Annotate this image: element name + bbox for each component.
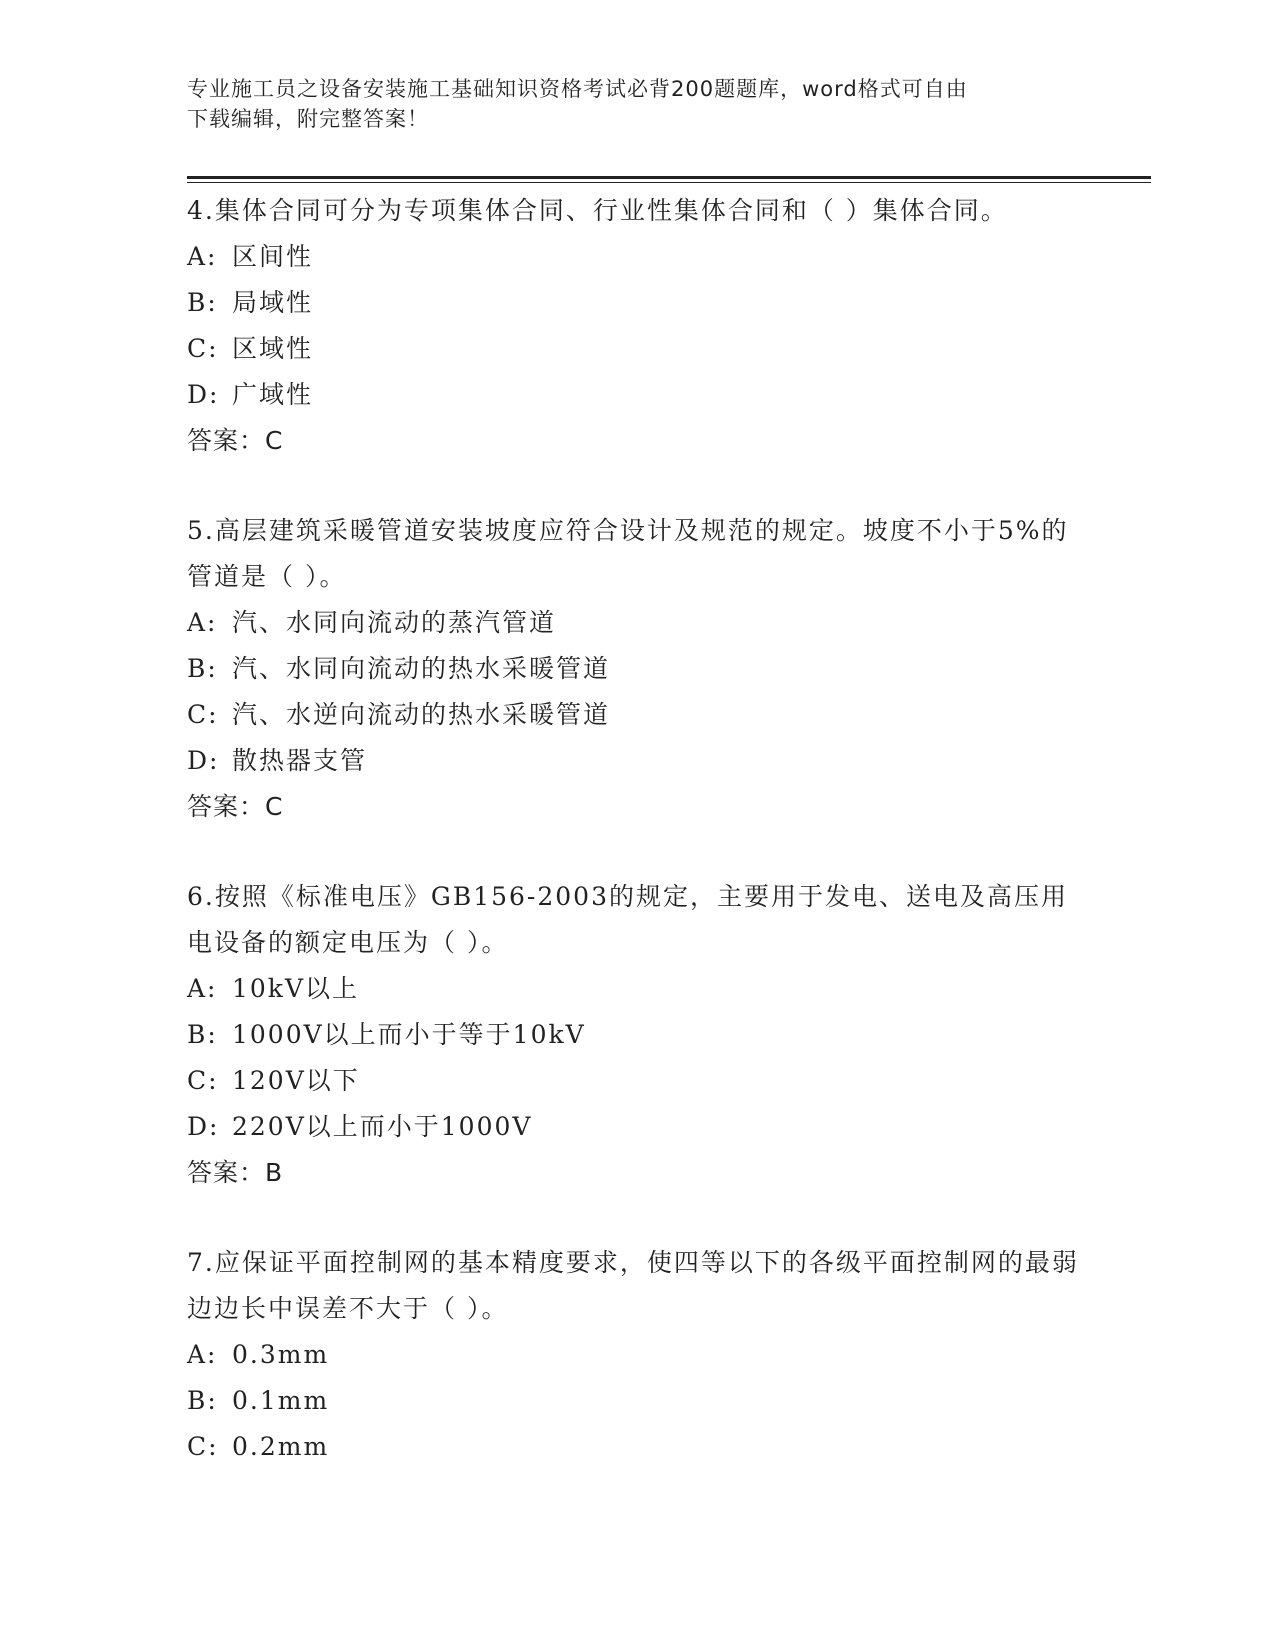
- answer-value: C: [265, 426, 284, 455]
- option-c: [187, 1424, 1087, 1470]
- option-a: [187, 1332, 1087, 1378]
- question-stem: 6.按照《标准电压》GB156-2003的规定，主要用于发电、送电及高压用电设备的额定电压为（ ）。: [187, 882, 1068, 957]
- option-letter: A:: [187, 242, 218, 271]
- question-stem: 7.应保证平面控制网的基本精度要求，使四等以下的各级平面控制网的最弱边边长中误差不大于（ ）。: [187, 1248, 1079, 1323]
- option-a: [187, 600, 1087, 646]
- option-text: 汽、水同向流动的蒸汽管道: [232, 608, 557, 637]
- option-d: [187, 1104, 1087, 1150]
- option-c: [187, 692, 1087, 738]
- option-text: 10kV以上: [232, 974, 360, 1003]
- option-a: [187, 234, 1087, 280]
- option-c: [187, 326, 1087, 372]
- answer-line: [187, 784, 1087, 830]
- question-4: [187, 188, 1087, 464]
- option-text: 广域性: [232, 380, 314, 409]
- question-list: [187, 188, 1087, 1470]
- option-b: [187, 1378, 1087, 1424]
- header-line-1: 专业施工员之设备安装施工基础知识资格考试必背200题题库，word格式可自由: [187, 77, 968, 101]
- option-b: [187, 646, 1087, 692]
- answer-label: 答案：: [187, 1158, 266, 1187]
- option-letter: C:: [187, 334, 219, 363]
- option-text: 汽、水同向流动的热水采暖管道: [232, 654, 611, 683]
- question-6: [187, 874, 1087, 1196]
- option-text: 0.2mm: [232, 1432, 330, 1461]
- option-d: [187, 738, 1087, 784]
- option-text: 0.1mm: [232, 1386, 330, 1415]
- question-5: [187, 508, 1087, 830]
- option-text: 局域性: [232, 288, 314, 317]
- answer-value: B: [265, 1158, 284, 1187]
- option-text: 散热器支管: [232, 746, 368, 775]
- answer-label: 答案：: [187, 792, 266, 821]
- option-text: 区间性: [232, 242, 314, 271]
- option-letter: D:: [187, 380, 220, 409]
- option-text: 0.3mm: [232, 1340, 330, 1369]
- header-line-2: 下载编辑，附完整答案！: [187, 107, 429, 131]
- option-letter: D:: [187, 746, 220, 775]
- option-letter: C:: [187, 1432, 219, 1461]
- option-text: 1000V以上而小于等于10kV: [232, 1020, 586, 1049]
- option-a: [187, 966, 1087, 1012]
- option-letter: B:: [187, 1020, 218, 1049]
- answer-line: [187, 1150, 1087, 1196]
- option-c: [187, 1058, 1087, 1104]
- option-text: 汽、水逆向流动的热水采暖管道: [232, 700, 611, 729]
- option-letter: C:: [187, 700, 219, 729]
- option-letter: D:: [187, 1112, 220, 1141]
- option-b: [187, 1012, 1087, 1058]
- option-letter: B:: [187, 1386, 218, 1415]
- option-letter: B:: [187, 654, 218, 683]
- question-stem: 4.集体合同可分为专项集体合同、行业性集体合同和（ ）集体合同。: [187, 196, 1008, 225]
- document-header: [187, 74, 1067, 134]
- option-letter: C:: [187, 1066, 219, 1095]
- answer-line: [187, 418, 1087, 464]
- option-letter: B:: [187, 288, 218, 317]
- option-text: 120V以下: [232, 1066, 360, 1095]
- option-letter: A:: [187, 974, 218, 1003]
- option-text: 220V以上而小于1000V: [232, 1112, 533, 1141]
- option-b: [187, 280, 1087, 326]
- question-7: [187, 1240, 1087, 1470]
- option-letter: A:: [187, 608, 218, 637]
- header-divider-thin: [187, 182, 1151, 183]
- header-divider-thick: [187, 176, 1151, 179]
- question-stem: 5.高层建筑采暖管道安装坡度应符合设计及规范的规定。坡度不小于5%的管道是（ ）。: [187, 516, 1069, 591]
- answer-value: C: [265, 792, 284, 821]
- option-text: 区域性: [232, 334, 314, 363]
- option-d: [187, 372, 1087, 418]
- option-letter: A:: [187, 1340, 218, 1369]
- answer-label: 答案：: [187, 426, 266, 455]
